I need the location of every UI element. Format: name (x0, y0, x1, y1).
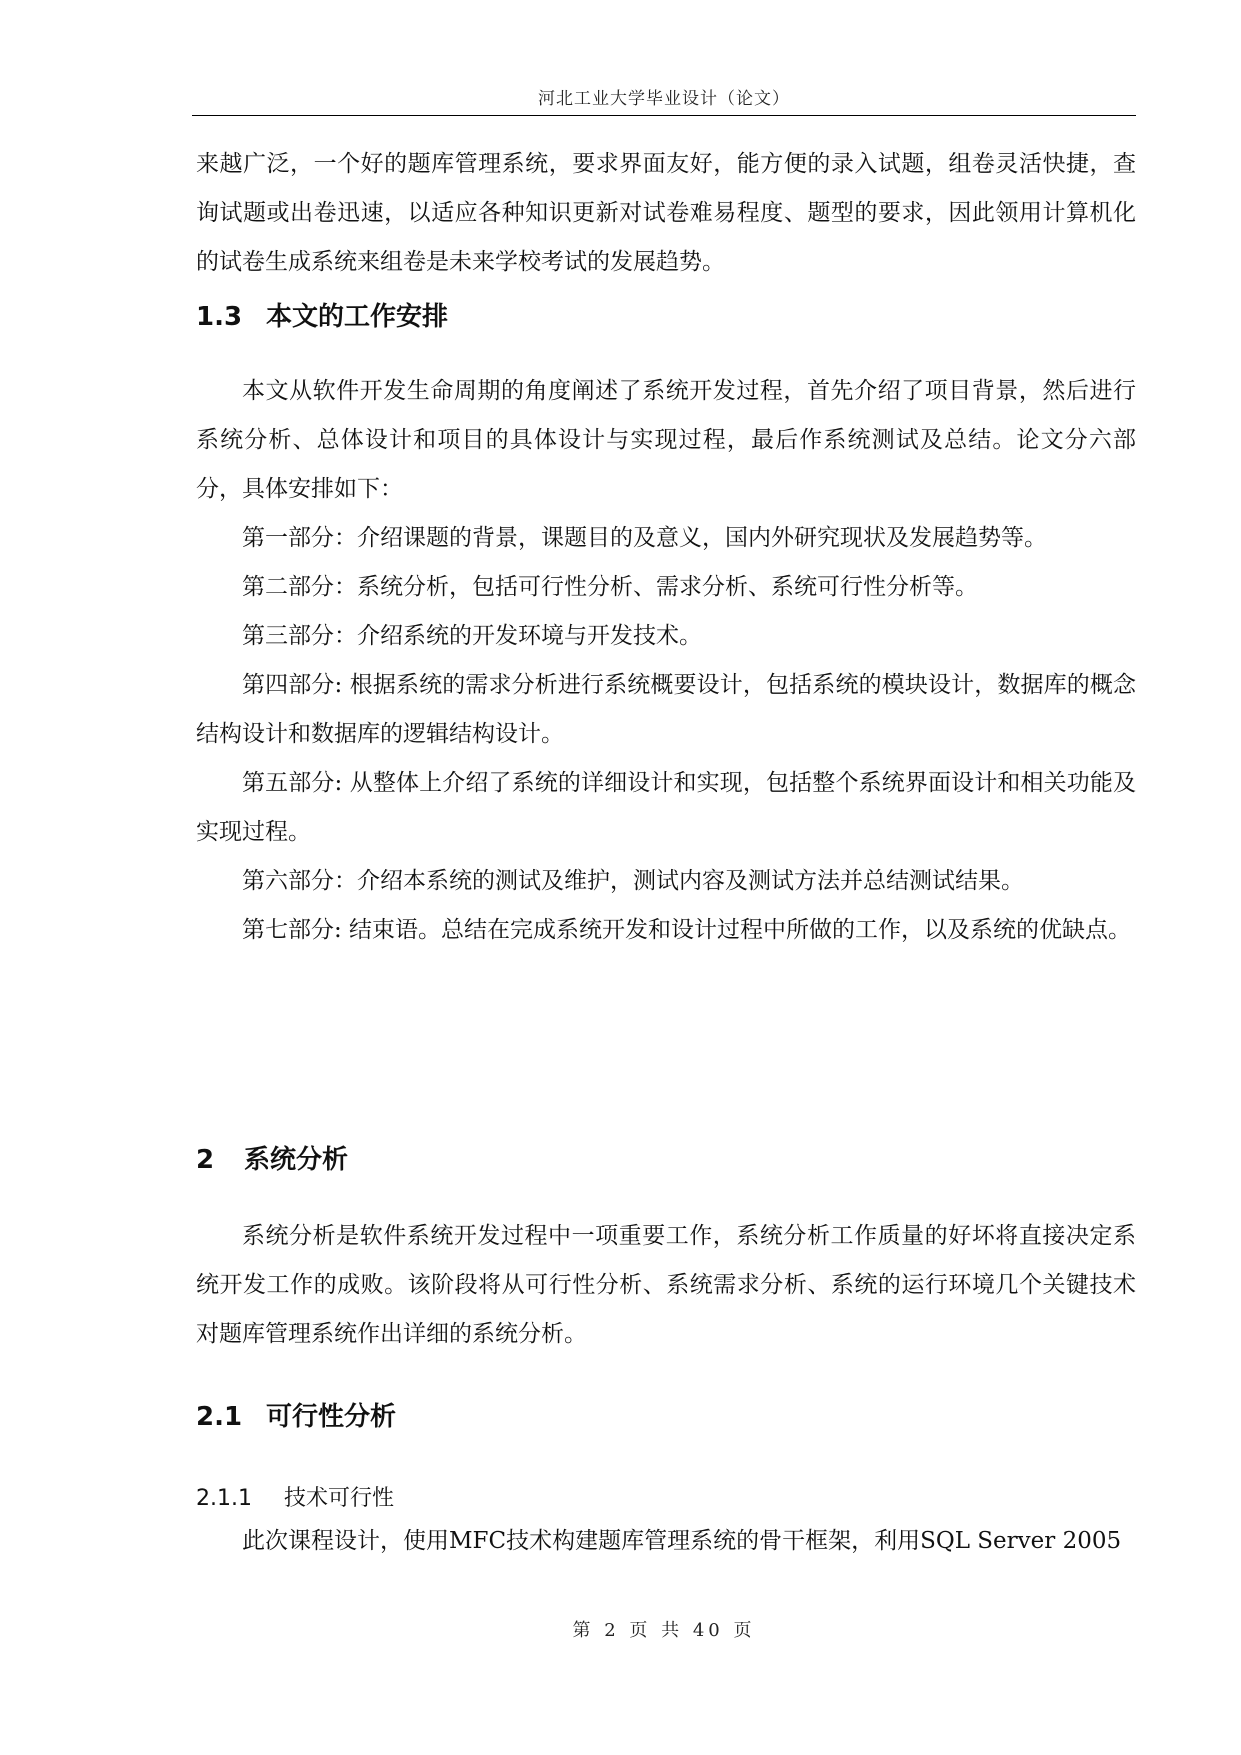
page-footer: 第 2 页 共 40 页 (572, 1620, 756, 1641)
section-title: 可行性分析 (266, 1402, 397, 1432)
section-2-body (196, 1212, 1136, 1359)
intro-paragraph-block (196, 140, 1136, 287)
part-one-item: 第一部分：介绍课题的背景，课题目的及意义，国内外研究现状及发展趋势等。 (242, 525, 1047, 551)
part-three-item: 第三部分：介绍系统的开发环境与开发技术。 (242, 623, 702, 649)
section-title: 系统分析 (244, 1145, 349, 1175)
section-number: 2.1 (196, 1402, 243, 1432)
section-number: 2 (196, 1145, 215, 1175)
section-2-1-heading (196, 1400, 396, 1434)
part-four-item: 第四部分: 根据系统的需求分析进行系统概要设计，包括系统的模块设计，数据库的概念结构设计和数据库的逻辑结构设计。 (196, 672, 1136, 747)
part-seven-item: 第七部分: 结束语。总结在完成系统开发和设计过程中所做的工作，以及系统的优缺点。 (242, 917, 1132, 943)
paragraph: 此次课程设计，使用MFC技术构建题库管理系统的骨干框架，利用SQL Server 2005 (242, 1528, 1122, 1554)
section-title: 技术可行性 (284, 1486, 395, 1511)
section-number: 2.1.1 (196, 1486, 252, 1511)
section-title: 本文的工作安排 (266, 302, 449, 332)
section-2-1-1-heading (196, 1484, 394, 1514)
section-1-3-heading (196, 300, 448, 334)
header-rule (192, 115, 1136, 116)
section-2-1-1-body (196, 1517, 1136, 1566)
section-number: 1.3 (196, 302, 243, 332)
part-two-item: 第二部分：系统分析，包括可行性分析、需求分析、系统可行性分析等。 (242, 574, 978, 600)
intro-paragraph: 来越广泛，一个好的题库管理系统，要求界面友好，能方便的录入试题，组卷灵活快捷，查询试题或出卷迅速，以适应各种知识更新对试卷难易程度、题型的要求，因此领用计算机化的试卷生成系统来组卷是未来学校考试的发展趋势。 (196, 151, 1136, 275)
page-header: 河北工业大学毕业设计（论文） (538, 89, 790, 109)
section-2-heading (196, 1143, 348, 1177)
part-five-item: 第五部分: 从整体上介绍了系统的详细设计和实现，包括整个系统界面设计和相关功能及实现过程。 (196, 770, 1136, 845)
paragraph: 系统分析是软件系统开发过程中一项重要工作，系统分析工作质量的好坏将直接决定系统开发工作的成败。该阶段将从可行性分析、系统需求分析、系统的运行环境几个关键技术对题库管理系统作出详细的系统分析。 (196, 1223, 1136, 1347)
paragraph: 本文从软件开发生命周期的角度阐述了系统开发过程，首先介绍了项目背景，然后进行系统分析、总体设计和项目的具体设计与实现过程，最后作系统测试及总结。论文分六部分，具体安排如下： (196, 378, 1136, 502)
part-six-item: 第六部分：介绍本系统的测试及维护，测试内容及测试方法并总结测试结果。 (242, 868, 1024, 894)
section-1-3-body (196, 367, 1136, 955)
